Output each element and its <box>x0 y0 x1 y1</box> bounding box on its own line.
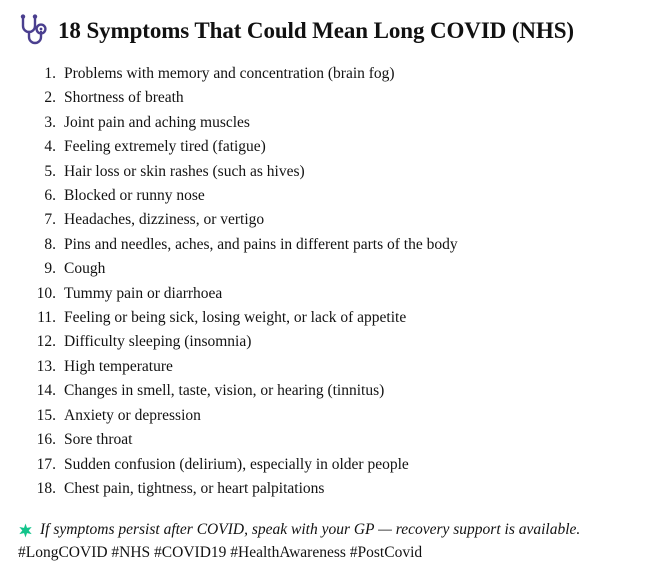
list-item-label: Sore throat <box>64 431 133 449</box>
list-item-label: Problems with memory and concentration (brain fog) <box>64 65 395 82</box>
list-item <box>18 62 634 86</box>
list-item <box>18 111 634 135</box>
list-item-label: Hair loss or skin rashes (such as hives) <box>64 162 305 180</box>
list-item-number: 9. <box>44 260 56 278</box>
list-item-label: Pins and needles, aches, and pains in different parts of the body <box>64 235 458 253</box>
list-item <box>18 257 634 281</box>
list-item-label: Feeling extremely tired (fatigue) <box>64 138 266 156</box>
list-item-number: 13. <box>36 357 56 375</box>
list-item <box>18 233 634 257</box>
list-item-number: 6. <box>44 187 56 205</box>
list-item-number: 18. <box>36 479 56 497</box>
list-item-label: High temperature <box>64 357 173 375</box>
list-item <box>18 453 634 477</box>
list-item-number: 15. <box>36 406 56 424</box>
list-item-number: 17. <box>36 455 56 473</box>
list-item-number: 3. <box>44 113 56 131</box>
list-item-number: 12. <box>36 333 56 351</box>
list-item <box>18 160 634 184</box>
list-item <box>18 282 634 306</box>
list-item-number: 16. <box>36 431 56 449</box>
list-item <box>18 135 634 159</box>
list-item-label: Blocked or runny nose <box>64 187 205 205</box>
symptom-list <box>18 62 634 501</box>
list-item-label: Headaches, dizziness, or vertigo <box>64 211 265 229</box>
list-item <box>18 428 634 452</box>
list-item-label: Shortness of breath <box>64 89 184 107</box>
list-item-label: Difficulty sleeping (insomnia) <box>64 333 252 351</box>
stethoscope-icon <box>18 14 48 48</box>
list-item-number: 10. <box>36 284 56 302</box>
hashtag-line: #LongCOVID #NHS #COVID19 #HealthAwareness #PostCovid <box>18 544 423 562</box>
list-item <box>18 208 634 232</box>
list-item <box>18 184 634 208</box>
advice-note-text: If symptoms persist after COVID, speak with your GP — recovery support is available. <box>40 521 581 539</box>
document-header <box>18 14 634 48</box>
list-item-number: 11. <box>37 309 56 327</box>
list-item-number: 1. <box>44 65 56 82</box>
list-item-label: Feeling or being sick, losing weight, or lack of appetite <box>64 309 407 327</box>
list-item-number: 2. <box>44 89 56 107</box>
list-item <box>18 330 634 354</box>
page-title: 18 Symptoms That Could Mean Long COVID (NHS) <box>58 17 574 43</box>
list-item-label: Cough <box>64 260 106 278</box>
list-item-number: 8. <box>44 235 56 253</box>
list-item-number: 14. <box>36 382 56 400</box>
list-item <box>18 477 634 501</box>
list-item-label: Chest pain, tightness, or heart palpitations <box>64 479 325 497</box>
list-item-number: 4. <box>44 138 56 156</box>
advice-note <box>18 519 634 541</box>
list-item-number: 7. <box>44 211 56 229</box>
list-item-label: Tummy pain or diarrhoea <box>64 284 223 302</box>
list-item-label: Changes in smell, taste, vision, or hearing (tinnitus) <box>64 382 385 400</box>
list-item <box>18 379 634 403</box>
document-footer <box>18 519 634 564</box>
list-item <box>18 86 634 110</box>
green-sparkle-icon <box>18 523 33 538</box>
list-item-label: Joint pain and aching muscles <box>64 113 250 131</box>
list-item-number: 5. <box>44 162 56 180</box>
list-item <box>18 404 634 428</box>
list-item <box>18 355 634 379</box>
list-item-label: Sudden confusion (delirium), especially in older people <box>64 455 409 473</box>
list-item-label: Anxiety or depression <box>64 406 201 424</box>
list-item <box>18 306 634 330</box>
